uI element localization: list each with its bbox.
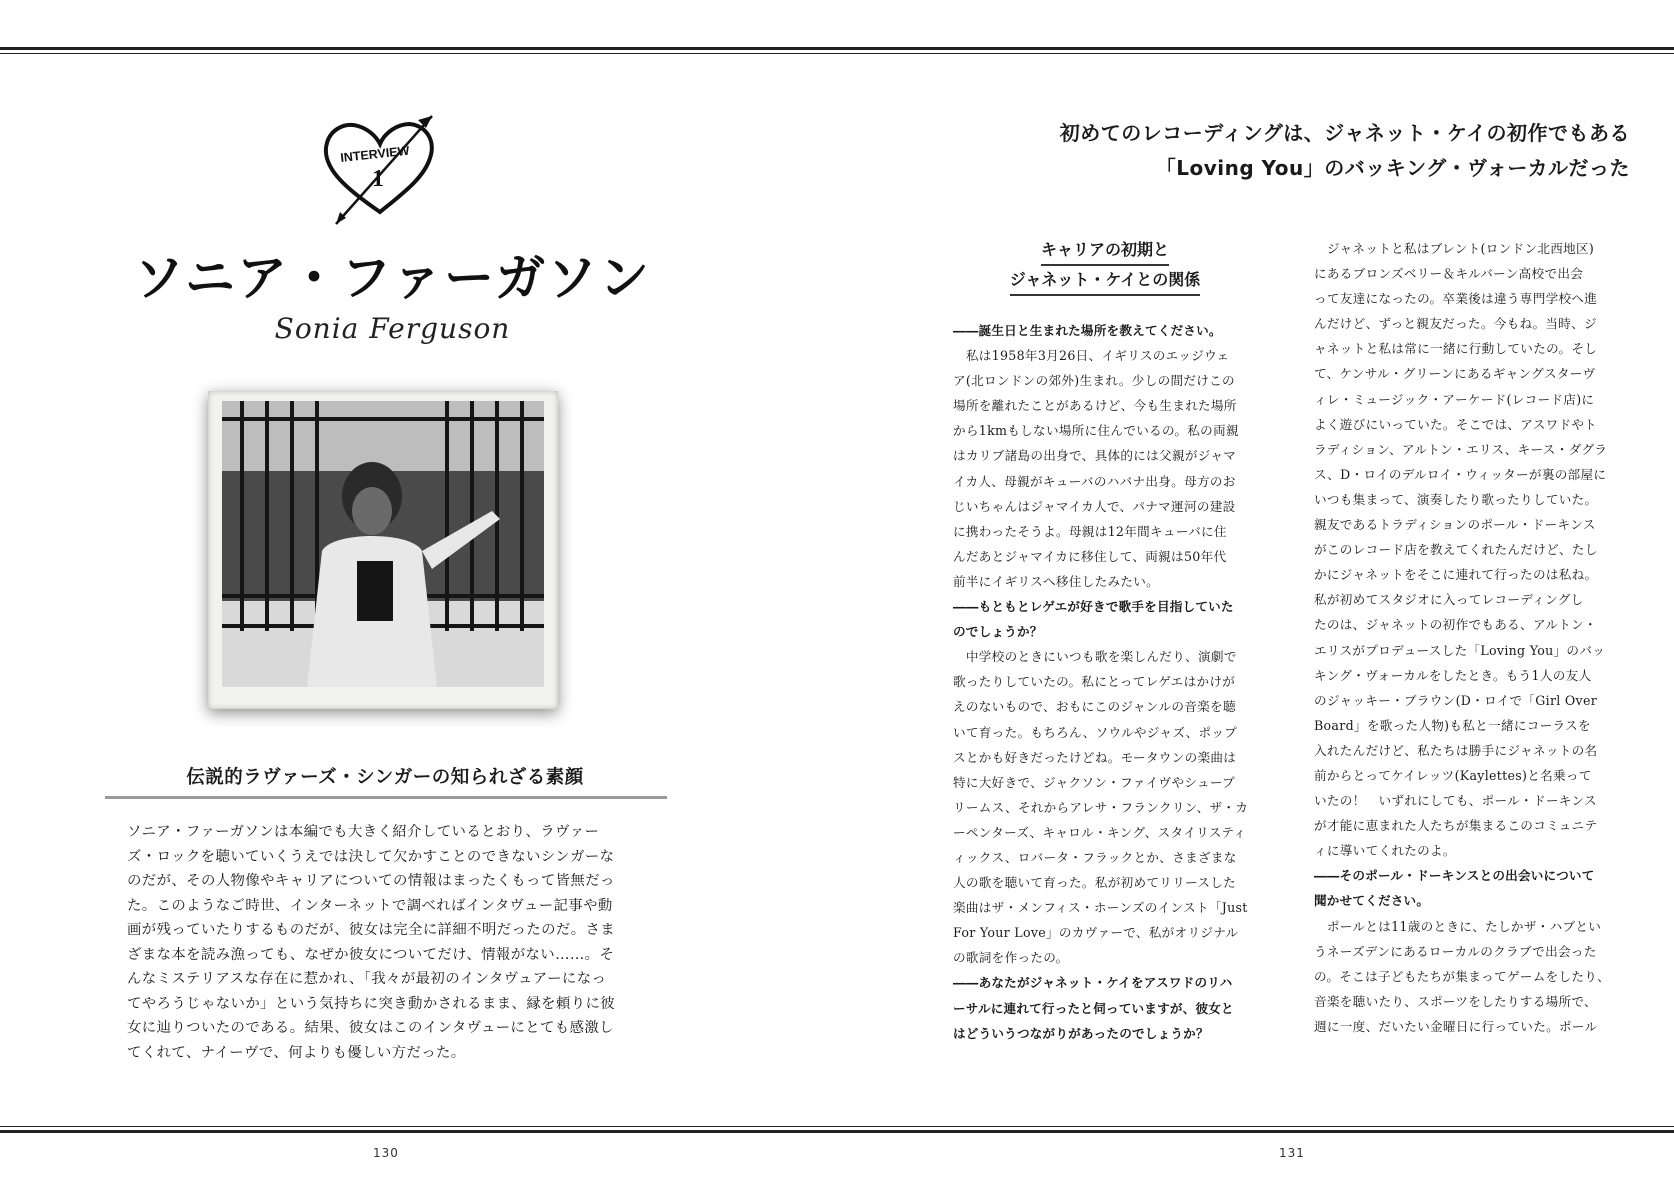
intro-line: ざまな本を読み漁っても、なぜか彼女についてだけ、情報がない……。そ xyxy=(127,946,615,963)
intro-paragraph xyxy=(127,820,645,1065)
body-line: 中学校のときにいつも歌を楽しんだり、演劇で xyxy=(953,649,1237,665)
body-line: うネーズデンにあるローカルのクラブで出会った xyxy=(1314,943,1597,959)
body-line: ア(北ロンドンの郊外)生まれ。少しの間だけこの xyxy=(953,373,1235,389)
photo-image xyxy=(222,401,544,687)
body-line: ジャネットと私はブレント(ロンドン北西地区) xyxy=(1314,241,1595,256)
question-line: ――あなたがジャネット・ケイをアスワドのリハ xyxy=(953,975,1233,991)
body-line: For Your Love」のカヴァーで、私がオリジナル xyxy=(953,925,1239,941)
bottom-rule xyxy=(0,1130,1674,1133)
body-line: ィに導いてくれたのよ。 xyxy=(1314,843,1456,859)
question-line: ――そのポール・ドーキンスとの出会いについて xyxy=(1314,868,1595,884)
body-line: エリスがプロデュースした「Loving You」のバッ xyxy=(1314,642,1606,658)
body-line: キング・ヴォーカルをしたとき。もう1人の友人 xyxy=(1314,667,1592,683)
body-line: えのないもので、おもにこのジャンルの音楽を聴 xyxy=(953,699,1236,715)
body-line: いて育った。もちろん、ソウルやジャズ、ポップ xyxy=(953,724,1238,740)
interview-headline xyxy=(1060,116,1630,186)
body-line: に携わったそうよ。母親は12年間キューバに住 xyxy=(953,523,1227,539)
body-line: にあるブロンズベリー＆キルバーン高校で出会 xyxy=(1314,266,1584,282)
intro-line: ズ・ロックを聴いていくうえでは決して欠かすことのできないシンガーな xyxy=(127,848,615,865)
top-rule xyxy=(0,47,1674,50)
body-line: たのは、ジャネットの初作でもある、アルトン・ xyxy=(1314,617,1597,633)
body-line: かにジャネットをそこに連れて行ったのは私ね。 xyxy=(1314,567,1598,583)
body-line: よく遊びにいっていた。そこでは、アスワドやト xyxy=(1314,416,1597,432)
intro-line: 女に辿りついたのである。結果、彼女はこのインタヴューにとても感激し xyxy=(127,1020,614,1036)
page-number-right: 131 xyxy=(1279,1146,1305,1160)
heart-arrow-icon xyxy=(318,112,444,228)
intro-line: た。このようなご時世、インターネットで調べればインタヴュー記事や動 xyxy=(127,897,613,914)
body-line: ラディション、アルトン・エリス、キース・ダグラ xyxy=(1314,441,1608,457)
question-line: ーサルに連れて行ったと伺っていますが、彼女と xyxy=(953,1000,1234,1016)
portrait-photo xyxy=(208,391,558,709)
body-line: 親友であるトラディションのポール・ドーキンス xyxy=(1314,517,1596,533)
body-line: ィックス、ロバータ・フラックとか、さまざまな xyxy=(953,849,1237,865)
intro-line: ソニア・ファーガソンは本編でも大きく紹介しているとおり、ラヴァー xyxy=(127,824,600,840)
intro-line: のだが、その人物像やキャリアについての情報はまったくもって皆無だっ xyxy=(127,873,615,889)
body-line: の歌詞を作ったの。 xyxy=(953,950,1069,966)
body-line: んだあとジャマイカに移住して、両親は50年代 xyxy=(953,548,1227,564)
body-line: が才能に恵まれた人たちが集まるこのコミュニテ xyxy=(1314,818,1598,834)
body-line: って友達になったの。卒業後は違う専門学校へ進 xyxy=(1314,291,1598,307)
body-line: 私は1958年3月26日、イギリスのエッジウェ xyxy=(953,348,1230,364)
intro-line: てくれて、ナイーヴで、何よりも優しい方だった。 xyxy=(127,1044,466,1061)
body-line: ーペンターズ、キャロル・キング、スタイリスティ xyxy=(953,824,1247,840)
question-line: はどういうつながりがあったのでしょうか？ xyxy=(953,1025,1209,1041)
badge-number: 1 xyxy=(372,166,384,192)
body-line: 特に大好きで、ジャクソン・ファイヴやシュープ xyxy=(953,774,1236,790)
body-line: Board」を歌った人物)も私と一緒にコーラスを xyxy=(1314,717,1591,733)
body-line: いつも集まって、演奏したり歌ったりしていた。 xyxy=(1314,491,1598,507)
top-rule-thin xyxy=(0,53,1674,54)
text-column-2 xyxy=(1314,236,1632,1039)
body-line: 前からとってケイレッツ(Kaylettes)と名乗って xyxy=(1314,767,1592,783)
intro-line: てやろうじゃないか」という気持ちに突き動かされるまま、縁を頼りに彼 xyxy=(127,995,616,1012)
body-line: はカリブ諸島の出身で、具体的には父親がジャマ xyxy=(953,448,1237,464)
body-line: いたの！ いずれにしても、ポール・ドーキンス xyxy=(1314,793,1597,809)
interview-heart-badge xyxy=(318,112,444,228)
body-line: 楽曲はザ・メンフィス・ホーンズのインスト「Just xyxy=(953,900,1248,916)
body-line: のジャッキー・ブラウン(D・ロイで「Girl Over xyxy=(1314,692,1598,708)
headline-line: 初めてのレコーディングは、ジャネット・ケイの初作でもある xyxy=(1059,121,1630,145)
body-line: 私が初めてスタジオに入ってレコーディングし xyxy=(1314,592,1584,608)
body-line: んだけど、ずっと親友だった。今もね。当時、ジ xyxy=(1314,316,1597,332)
body-line: スとかも好きだったけどね。モータウンの楽曲は xyxy=(953,749,1237,765)
name-signature: Sonia Ferguson xyxy=(274,312,511,345)
body-line: じいちゃんはジャマイカ人で、パナマ運河の建設 xyxy=(953,498,1236,514)
page-number-left: 130 xyxy=(373,1146,399,1160)
body-line: ポールとは11歳のときに、たしかザ・ハブとい xyxy=(1314,918,1602,934)
badge-label: INTERVIEW xyxy=(339,143,411,165)
body-line: 場所を離れたことがあるけど、今も生まれた場所 xyxy=(953,398,1237,414)
question-line: のでしょうか？ xyxy=(953,624,1043,640)
headline-line: 「Loving You」のバッキング・ヴォーカルだった xyxy=(1155,156,1630,180)
bottom-rule-thin xyxy=(0,1126,1674,1127)
subheading-rule xyxy=(105,796,667,799)
body-line: イカ人、母親がキューバのハバナ出身。母方のお xyxy=(953,473,1236,489)
body-line: の。そこは子どもたちが集まってゲームをしたり、 xyxy=(1314,968,1611,984)
body-line: 歌ったりしていたの。私にとってレゲエはかけが xyxy=(953,674,1236,690)
body-line: ャネットと私は常に一緒に行動していたの。そし xyxy=(1314,341,1598,357)
intro-line: 画が残っていたりするものだが、彼女は完全に詳細不明だったのだ。さま xyxy=(127,922,616,938)
body-line: ス、D・ロイのデルロイ・ウィッターが裏の部屋に xyxy=(1314,466,1607,482)
body-line: 音楽を聴いたり、スポーツをしたりする場所で、 xyxy=(1314,993,1597,1009)
body-line: ィレ・ミュージック・アーケード(レコード店)に xyxy=(1314,391,1595,407)
body-line: 人の歌を聴いて育った。私が初めてリリースした xyxy=(953,875,1237,891)
intro-line: んなミステリアスな存在に惹かれ、「我々が最初のインタヴュアーになっ xyxy=(127,971,607,987)
section-subheading: 伝説的ラヴァーズ・シンガーの知られざる素顔 xyxy=(186,767,584,788)
body-line: 週に一度、だいたい金曜日に行っていた。ポール xyxy=(1314,1018,1598,1034)
section-title-line: ジャネット・ケイとの関係 xyxy=(1010,266,1201,296)
question-line: ――誕生日と生まれた場所を教えてください。 xyxy=(953,323,1222,338)
page-title: ソニア・ファーガソン xyxy=(134,249,651,307)
body-line: 前半にイギリスへ移住したみたい。 xyxy=(953,573,1160,589)
body-line: て、ケンサル・グリーンにあるギャングスターヴ xyxy=(1314,366,1596,382)
question-line: ――もともとレゲエが好きで歌手を目指していた xyxy=(953,599,1234,615)
body-line: がこのレコード店を教えてくれたんだけど、たし xyxy=(1314,542,1598,558)
body-line: リームス、それからアレサ・フランクリン、ザ・カ xyxy=(953,799,1249,815)
body-line: 入れたんだけど、私たちは勝手にジャネットの名 xyxy=(1314,742,1598,758)
section-title xyxy=(980,236,1230,296)
text-column-1 xyxy=(953,318,1268,1046)
question-line: 聞かせてください。 xyxy=(1314,893,1430,909)
body-line: から1kmもしない場所に住んでいるの。私の両親 xyxy=(953,423,1239,439)
section-title-line: キャリアの初期と xyxy=(1041,236,1169,266)
